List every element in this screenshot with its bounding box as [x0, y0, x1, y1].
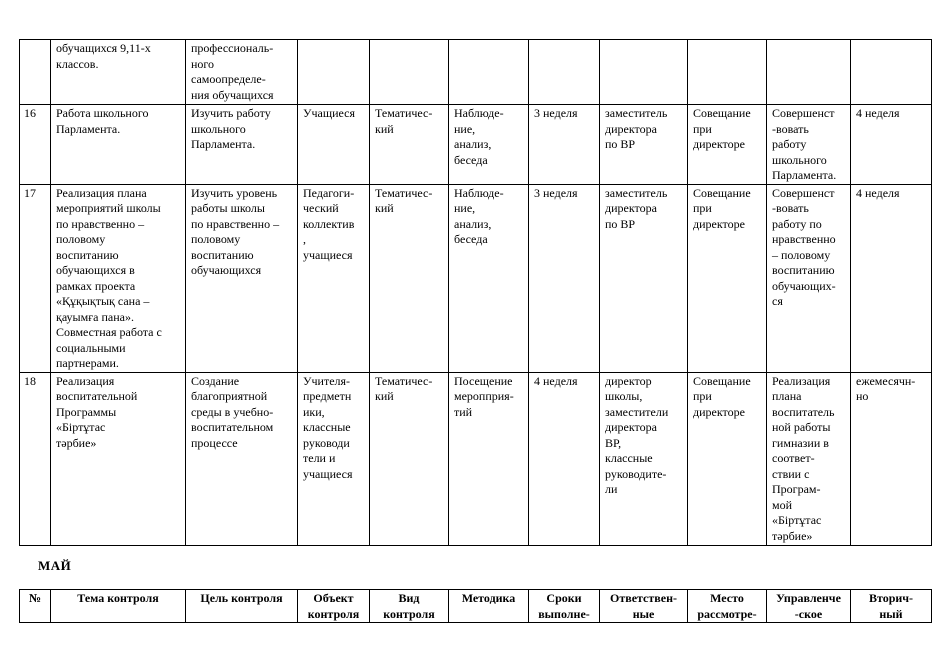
- table-cell: [688, 105, 767, 185]
- column-header: [298, 590, 370, 623]
- cell-text-line: директоре: [693, 404, 745, 419]
- cell-text-line: по нравственно –: [56, 216, 145, 231]
- table-cell: [370, 184, 449, 372]
- column-header-line: рассмотре-: [697, 606, 757, 621]
- cell-text-line: беседа: [454, 232, 488, 246]
- cell-text-line: Создание: [191, 373, 240, 388]
- cell-text-line: ики,: [303, 404, 325, 419]
- table-cell: [767, 184, 851, 372]
- cell-text-line: -вовать: [772, 201, 809, 215]
- table-cell: [370, 372, 449, 545]
- table-cell: [298, 40, 370, 105]
- cell-text-line: Учащиеся: [303, 106, 355, 120]
- cell-text-line: ствии с: [772, 466, 810, 481]
- cell-text-line: воспитательном: [191, 420, 274, 434]
- column-header: [370, 590, 449, 623]
- cell-text-line: меропприя-: [454, 389, 514, 403]
- table-cell: [600, 372, 688, 545]
- cell-text-line: школьного: [191, 121, 246, 136]
- table-cell: [767, 105, 851, 185]
- cell-text-line: директора: [605, 420, 657, 434]
- control-plan-table: [19, 39, 932, 546]
- cell-text-line: Совещание: [693, 185, 751, 200]
- cell-text-line: Педагоги-: [303, 185, 355, 200]
- cell-text-line: воспитанию: [56, 247, 119, 262]
- table-cell: [51, 105, 186, 185]
- table-cell: [186, 105, 298, 185]
- column-header-line: Объект: [313, 591, 354, 605]
- column-header-line: Управленче: [776, 591, 841, 605]
- cell-text-line: соответ-: [772, 451, 815, 465]
- cell-text-line: школьного: [772, 152, 827, 167]
- cell-text-line: половому: [191, 232, 241, 246]
- cell-text-line: Работа школьного: [56, 106, 149, 120]
- column-header-line: контроля: [383, 606, 435, 621]
- cell-text-line: половому: [56, 232, 106, 246]
- column-header-line: Методика: [461, 591, 516, 605]
- column-header-line: Место: [710, 591, 744, 605]
- cell-text-line: 4 неделя: [856, 185, 900, 200]
- table-cell: [370, 40, 449, 105]
- column-header-line: Цель контроля: [200, 591, 283, 605]
- cell-text-line: Совещание: [693, 373, 751, 388]
- cell-text-line: мой: [772, 497, 793, 512]
- cell-text-line: тели и: [303, 451, 336, 465]
- cell-text-line: Тематичес-: [375, 373, 433, 388]
- cell-text-line: кий: [375, 389, 394, 403]
- cell-text-line: директора: [605, 121, 657, 136]
- cell-text-line: по ВР: [605, 216, 636, 231]
- cell-text-line: Изучить работу: [191, 106, 271, 120]
- cell-text-line: директора: [605, 201, 657, 215]
- table-cell: [51, 372, 186, 545]
- cell-text-line: заместитель: [605, 185, 668, 200]
- row-number-cell: 16: [20, 105, 51, 185]
- table-header-row: [20, 590, 932, 623]
- table-cell: [529, 372, 600, 545]
- cell-text-line: при: [693, 121, 712, 136]
- table-cell: [449, 184, 529, 372]
- cell-text-line: Парламента.: [56, 121, 121, 136]
- column-header-line: контроля: [307, 606, 360, 621]
- may-header-table: [19, 589, 932, 623]
- cell-text-line: нравственно: [772, 232, 836, 246]
- cell-text-line: кий: [375, 121, 394, 136]
- cell-text-line: воспитанию: [772, 263, 835, 277]
- cell-text-line: ческий: [303, 201, 339, 215]
- cell-text-line: беседа: [454, 152, 488, 167]
- cell-text-line: Совещание: [693, 106, 751, 120]
- cell-text-line: при: [693, 389, 712, 403]
- row-number-cell: 18: [20, 372, 51, 545]
- cell-text-line: коллектив: [303, 216, 355, 231]
- cell-text-line: Совершенст: [772, 185, 835, 200]
- cell-text-line: воспитатель: [772, 404, 835, 419]
- cell-text-line: 4 неделя: [534, 373, 578, 388]
- column-header: [600, 590, 688, 623]
- cell-text-line: но: [856, 389, 869, 403]
- cell-text-line: тий: [454, 404, 473, 419]
- cell-text-line: классные: [303, 420, 351, 434]
- table-cell: [851, 184, 932, 372]
- cell-text-line: Наблюде-: [454, 185, 504, 200]
- cell-text-line: обучающихся: [191, 263, 262, 277]
- cell-text-line: работу: [772, 137, 807, 151]
- cell-text-line: работы школы: [191, 201, 265, 215]
- column-header: [20, 590, 51, 623]
- cell-text-line: при: [693, 201, 712, 215]
- section-heading-may: МАЙ: [38, 558, 72, 573]
- cell-text-line: воспитанию: [191, 247, 254, 262]
- cell-text-line: ся: [772, 294, 783, 308]
- cell-text-line: ежемесячн-: [856, 373, 916, 388]
- cell-text-line: заместители: [605, 404, 669, 419]
- row-number-cell: [20, 40, 51, 105]
- table-cell: [600, 40, 688, 105]
- cell-text-line: ния обучащихся: [191, 87, 274, 102]
- table-row: [20, 105, 932, 185]
- cell-text-line: ВР,: [605, 435, 622, 450]
- cell-text-line: ли: [605, 482, 618, 496]
- table-cell: [688, 372, 767, 545]
- cell-text-line: Програм-: [772, 482, 821, 496]
- table-cell: [51, 40, 186, 105]
- cell-text-line: Изучить уровень: [191, 185, 278, 200]
- table-cell: [298, 372, 370, 545]
- cell-text-line: классные: [605, 451, 653, 465]
- cell-text-line: 3 неделя: [534, 106, 578, 120]
- table-cell: [688, 184, 767, 372]
- cell-text-line: обучающихся в: [56, 263, 135, 277]
- table-cell: [51, 184, 186, 372]
- cell-text-line: ного: [191, 56, 215, 71]
- table-cell: [600, 184, 688, 372]
- cell-text-line: директоре: [693, 216, 745, 231]
- cell-text-line: процессе: [191, 435, 238, 450]
- cell-text-line: анализ,: [454, 216, 492, 231]
- column-header-line: Тема контроля: [77, 591, 159, 605]
- cell-text-line: Совершенст: [772, 106, 835, 120]
- cell-text-line: «Құқықтық сана –: [56, 294, 150, 308]
- cell-text-line: тәрбие»: [56, 435, 97, 450]
- table-cell: [529, 40, 600, 105]
- column-header: [449, 590, 529, 623]
- table-cell: [851, 372, 932, 545]
- cell-text-line: Реализация плана: [56, 185, 147, 200]
- cell-text-line: благоприятной: [191, 389, 268, 403]
- cell-text-line: Совместная работа с: [56, 325, 162, 339]
- cell-text-line: ние,: [454, 201, 476, 215]
- table-cell: [688, 40, 767, 105]
- cell-text-line: школы,: [605, 389, 643, 403]
- cell-text-line: воспитательной: [56, 389, 138, 403]
- table-row: [20, 184, 932, 372]
- column-header: [186, 590, 298, 623]
- cell-text-line: руководи: [303, 435, 350, 450]
- table-cell: [449, 40, 529, 105]
- cell-text-line: среды в учебно-: [191, 404, 274, 419]
- cell-text-line: руководите-: [605, 466, 667, 481]
- table-cell: [529, 184, 600, 372]
- cell-text-line: – половому: [772, 247, 831, 262]
- column-header: [688, 590, 767, 623]
- table-cell: [186, 372, 298, 545]
- table-cell: [767, 372, 851, 545]
- table-cell: [600, 105, 688, 185]
- table-cell: [370, 105, 449, 185]
- cell-text-line: қауымға пана».: [56, 309, 134, 324]
- cell-text-line: заместитель: [605, 106, 668, 120]
- column-header: [767, 590, 851, 623]
- cell-text-line: Учителя-: [303, 373, 351, 388]
- cell-text-line: Программы: [56, 404, 117, 419]
- cell-text-line: Реализация: [56, 373, 115, 388]
- table-cell: [186, 184, 298, 372]
- cell-text-line: 4 неделя: [856, 106, 900, 120]
- cell-text-line: партнерами.: [56, 356, 119, 370]
- cell-text-line: Наблюде-: [454, 106, 504, 120]
- cell-text-line: тәрбие»: [772, 528, 813, 543]
- column-header: [51, 590, 186, 623]
- column-header: [851, 590, 932, 623]
- cell-text-line: гимназии в: [772, 435, 829, 450]
- column-header-line: №: [28, 591, 42, 605]
- cell-text-line: рамках проекта: [56, 278, 136, 293]
- cell-text-line: обучающих-: [772, 278, 836, 293]
- cell-text-line: плана: [772, 389, 802, 403]
- cell-text-line: Тематичес-: [375, 106, 433, 120]
- cell-text-line: ной работы: [772, 420, 831, 434]
- cell-text-line: «Біртұтас: [772, 513, 822, 527]
- cell-text-line: профессиональ-: [191, 41, 274, 55]
- table-cell: [851, 105, 932, 185]
- cell-text-line: по нравственно –: [191, 216, 280, 231]
- table-row: [20, 372, 932, 545]
- table-cell: [298, 105, 370, 185]
- cell-text-line: Тематичес-: [375, 185, 433, 200]
- cell-text-line: мероприятий школы: [56, 201, 161, 215]
- table-cell: [851, 40, 932, 105]
- cell-text-line: предметн: [303, 389, 352, 403]
- cell-text-line: директоре: [693, 137, 745, 151]
- column-header-line: Сроки: [546, 591, 582, 605]
- control-plan-body: [20, 40, 932, 546]
- cell-text-line: обучащихся 9,11-х: [56, 41, 151, 55]
- cell-text-line: социальными: [56, 340, 126, 355]
- column-header: [529, 590, 600, 623]
- table-cell: [449, 372, 529, 545]
- cell-text-line: Парламента.: [191, 137, 256, 151]
- cell-text-line: анализ,: [454, 137, 492, 151]
- column-header-line: ный: [879, 606, 903, 621]
- cell-text-line: ние,: [454, 121, 476, 136]
- column-header-line: Ответствен-: [609, 591, 677, 605]
- cell-text-line: -вовать: [772, 121, 809, 136]
- table-cell: [186, 40, 298, 105]
- table-cell: [767, 40, 851, 105]
- column-header-line: Вторич-: [868, 591, 914, 605]
- column-header-line: ные: [632, 606, 655, 621]
- column-header-line: Вид: [398, 591, 420, 605]
- column-header-line: выполне-: [538, 606, 590, 621]
- cell-text-line: «Біртұтас: [56, 420, 106, 434]
- cell-text-line: учащиеся: [303, 466, 353, 481]
- table-row: [20, 40, 932, 105]
- cell-text-line: ,: [303, 232, 306, 246]
- cell-text-line: классов.: [56, 56, 99, 71]
- cell-text-line: Реализация: [772, 373, 831, 388]
- cell-text-line: самоопределе-: [191, 72, 266, 86]
- cell-text-line: по ВР: [605, 137, 636, 151]
- table-cell: [298, 184, 370, 372]
- cell-text-line: учащиеся: [303, 247, 353, 262]
- table-cell: [529, 105, 600, 185]
- cell-text-line: Посещение: [454, 373, 513, 388]
- table-cell: [449, 105, 529, 185]
- row-number-cell: 17: [20, 184, 51, 372]
- cell-text-line: Парламента.: [772, 168, 837, 182]
- cell-text-line: работу по: [772, 216, 822, 231]
- cell-text-line: 3 неделя: [534, 185, 578, 200]
- cell-text-line: директор: [605, 373, 652, 388]
- column-header-line: -ское: [794, 606, 823, 621]
- cell-text-line: кий: [375, 201, 394, 215]
